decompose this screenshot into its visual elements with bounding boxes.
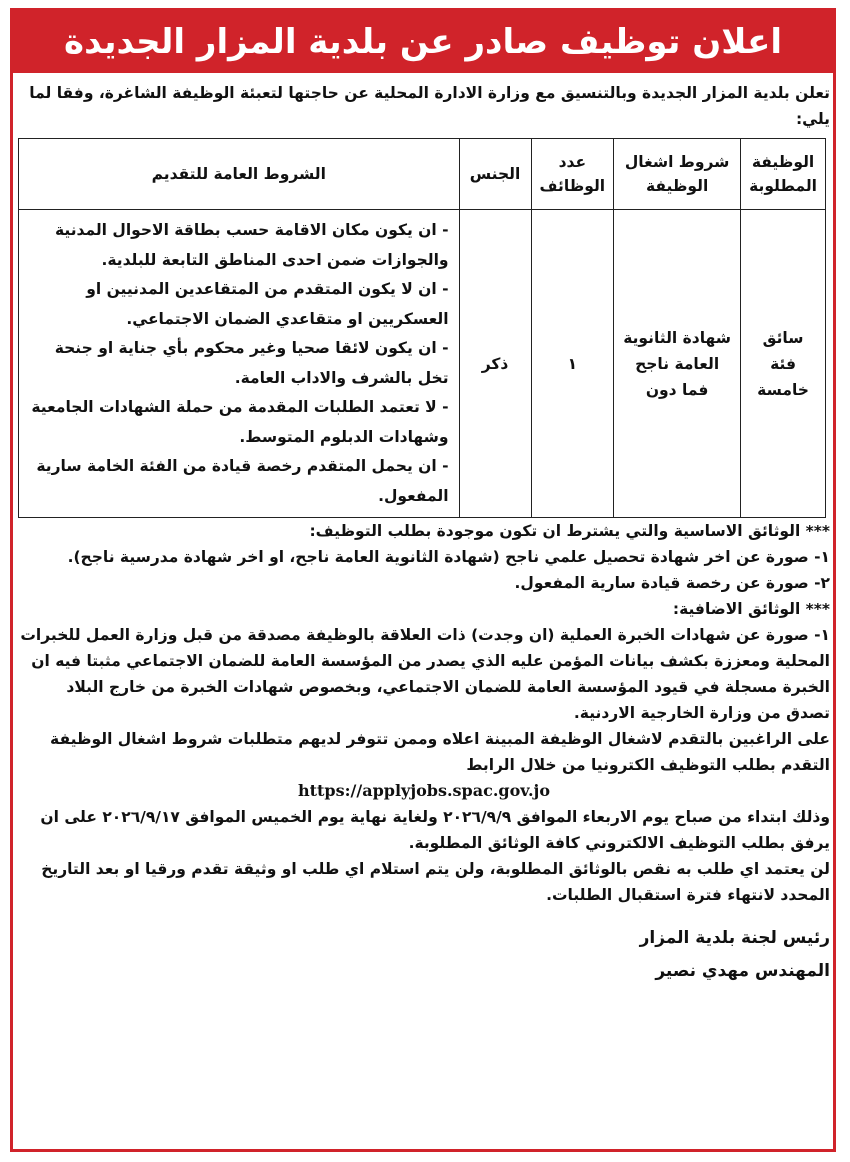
basic-document-item: ١- صورة عن اخر شهادة تحصيل علمي ناجح (شهادة الثانوية العامة ناجح، او اخر شهادة مدرسية ناجح).	[67, 548, 830, 566]
condition-item: - لا تعتمد الطلبات المقدمة من حملة الشهادات الجامعية وشهادات الدبلوم المتوسط.	[31, 398, 449, 446]
additional-documents-heading: *** الوثائق الاضافية:	[672, 600, 830, 618]
application-section	[18, 726, 830, 908]
announcement-body	[18, 80, 830, 988]
header-count: عدد الوظائف	[531, 139, 614, 210]
signature-block	[18, 922, 830, 988]
cell-requirements: شهادة الثانوية العامة ناجح فما دون	[614, 210, 741, 518]
page-title: اعلان توظيف صادر عن بلدية المزار الجديدة	[64, 22, 782, 62]
cell-count: ١	[531, 210, 614, 518]
additional-documents-section	[18, 596, 830, 726]
signature-name: المهندس مهدي نصير	[655, 961, 830, 981]
application-dates: وذلك ابتداء من صباح يوم الاربعاء الموافق ٢٠٢٦/٩/٩ ولغاية نهاية يوم الخميس الموافق ٢٠٢٦/٩/١٧ على ان يرفق بطلب التوظيف الالكتروني كافة الوثائق المطلوبة.	[40, 808, 830, 852]
additional-document-item: ١- صورة عن شهادات الخبرة العملية (ان وجدت) ذات العلاقة بالوظيفة مصدقة من قبل وزارة العمل للخبرات المحلية ومعززة بكشف بيانات المؤمن عليه الذي يصدر من المؤسسة العامة للضمان الاجتماعي مثبتا فيه ان الخبرة مسجلة في قيود المؤسسة العامة للضمان الاجتماعي، وبخصوص شهادات الخبرة من خارج البلاد تصدق من وزارة الخارجية الاردنية.	[20, 626, 830, 722]
basic-document-item: ٢- صورة عن رخصة قيادة سارية المفعول.	[514, 574, 830, 592]
basic-documents-section	[18, 518, 830, 596]
condition-item: - ان لا يكون المتقدم من المتقاعدين المدنيين او العسكريين او متقاعدي الضمان الاجتماعي.	[86, 280, 449, 328]
condition-item: - ان يكون مكان الاقامة حسب بطاقة الاحوال المدنية والجوازات ضمن احدى المناطق التابعة للبلدية.	[54, 221, 449, 269]
condition-item: - ان يكون لائقا صحيا وغير محكوم بأي جناية او جنحة تخل بالشرف والاداب العامة.	[54, 339, 449, 387]
cell-job: سائق فئة خامسة	[741, 210, 826, 518]
header-requirements: شروط اشغال الوظيفة	[614, 139, 741, 210]
condition-item: - ان يحمل المتقدم رخصة قيادة من الفئة الخامة سارية المفعول.	[36, 457, 449, 505]
header-gender: الجنس	[459, 139, 531, 210]
apply-instructions: على الراغبين بالتقدم لاشغال الوظيفة المبينة اعلاه وممن تتوفر لديهم متطلبات شروط اشغال الوظيفة التقدم بطلب التوظيف الكترونيا من خلال الرابط	[50, 730, 830, 774]
header-general-conditions: الشروط العامة للتقديم	[19, 139, 460, 210]
table-row	[19, 210, 826, 518]
signature-title: رئيس لجنة بلدية المزار	[639, 928, 830, 948]
application-link[interactable]: https://applyjobs.spac.gov.jo	[298, 781, 550, 800]
incomplete-application-note: لن يعتمد اي طلب به نقص بالوثائق المطلوبة، ولن يتم استلام اي طلب او وثيقة تقدم ورقيا او بعد التاريخ المحدد لانتهاء فترة استقبال الطلبات.	[41, 860, 830, 904]
title-banner	[12, 11, 834, 73]
header-job: الوظيفة المطلوبة	[741, 139, 826, 210]
basic-documents-heading: *** الوثائق الاساسية والتي يشترط ان تكون موجودة بطلب التوظيف:	[309, 522, 830, 540]
jobs-table	[18, 138, 826, 518]
table-header-row	[19, 139, 826, 210]
intro-paragraph: تعلن بلدية المزار الجديدة وبالتنسيق مع وزارة الادارة المحلية عن حاجتها لتعبئة الوظيفة الشاغرة، وفقا لما يلي:	[29, 84, 830, 128]
cell-general-conditions	[19, 210, 460, 518]
cell-gender: ذكر	[459, 210, 531, 518]
